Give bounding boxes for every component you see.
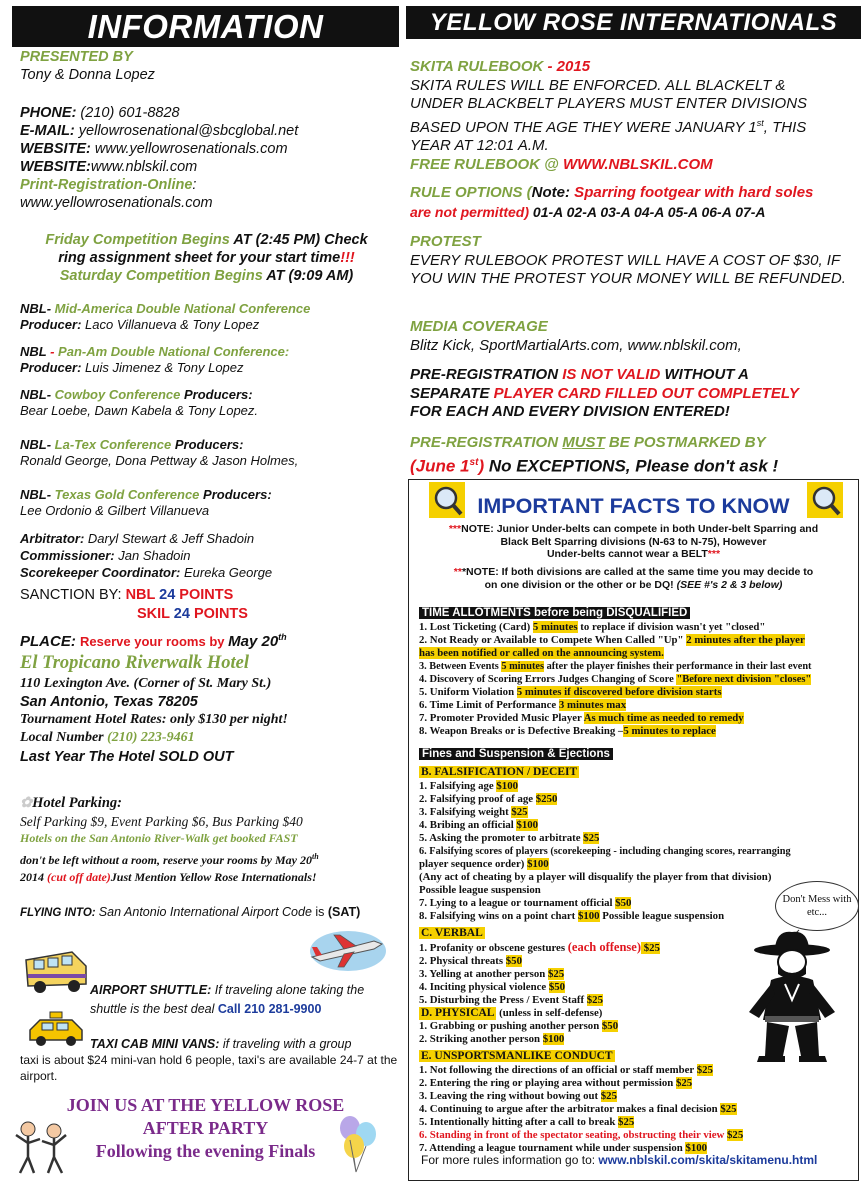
- phone-number: (210) 601-8828: [76, 105, 180, 121]
- more-info-link[interactable]: www.nblskil.com/skita/skitamenu.html: [598, 1153, 818, 1167]
- prereg-not-valid: IS NOT VALID: [562, 366, 661, 383]
- conf-sep: -: [46, 487, 55, 502]
- facts-title: IMPORTANT FACTS TO KNOW: [477, 494, 790, 518]
- conf-sep: -: [46, 387, 55, 402]
- rule-options-label: RULE OPTIONS (: [410, 184, 532, 201]
- fine-amount: $50: [505, 955, 522, 967]
- parking-rates: Self Parking $9, Event Parking $6, Bus Parking $40: [20, 813, 303, 829]
- parking-cutoff: (cut off date): [47, 870, 111, 884]
- speech-bubble: Don't Mess with etc...: [775, 881, 859, 931]
- postmark-must: MUST: [562, 434, 605, 451]
- conf-role: Producers:: [180, 387, 253, 402]
- print-registration-label: Print-Registration-Online: [20, 177, 193, 193]
- postmark-text: PRE-REGISTRATION: [410, 434, 563, 451]
- conference-item: [20, 487, 399, 527]
- conf-role: Producers:: [199, 487, 272, 502]
- fine-rule: [419, 806, 854, 819]
- rule-text: 5. Uniform Violation: [419, 686, 517, 698]
- scorekeeper-label: Scorekeeper Coordinator:: [20, 565, 181, 580]
- rule-colon: :: [565, 184, 571, 201]
- fine-rule: [419, 793, 854, 806]
- sanction-points-nbl: 24: [159, 587, 176, 603]
- fine-amount: $25: [720, 1103, 737, 1115]
- rule-highlight: 5 minutes if discovered before division starts: [516, 686, 722, 698]
- fine-rule: [419, 832, 854, 845]
- parking-mention: Just Mention Yellow Rose Internationals!: [110, 870, 317, 884]
- print-registration-colon: :: [192, 177, 197, 193]
- fine-amount: $50: [548, 981, 566, 993]
- conf-people: Bear Loebe, Dawn Kabela & Tony Lopez.: [20, 403, 259, 418]
- rule-text: 1. Falsifying age: [419, 780, 497, 792]
- fine-amount: $100: [542, 1033, 565, 1045]
- rule-not-permitted: are not permitted): [410, 203, 530, 220]
- more-info-footer: [421, 1153, 817, 1167]
- rule-text-after: after the player finishes their performance in their last event: [544, 661, 812, 672]
- rule-text: 2. Physical threats: [419, 955, 506, 967]
- conf-sep: -: [46, 437, 55, 452]
- email-address[interactable]: yellowrosenational@sbcglobal.net: [74, 123, 299, 139]
- rulebook-text-c: BASED UPON THE AGE THEY WERE JANUARY 1: [410, 118, 757, 136]
- phone-label: PHONE:: [20, 105, 77, 121]
- friday-note: ring assignment sheet for your start time: [58, 250, 341, 266]
- conference-item: [20, 344, 399, 387]
- conf-prefix: NBL: [20, 301, 47, 316]
- rule-text-after: to replace if division wasn't yet "closed": [577, 621, 766, 633]
- shuttle-text: If traveling alone taking the: [211, 983, 365, 997]
- rule-highlight: 2 minutes after the player: [686, 634, 805, 646]
- conf-role: Producer:: [20, 360, 82, 375]
- fine-amount: $25: [641, 942, 660, 954]
- place-label: PLACE:: [20, 633, 80, 650]
- rule-text-after: Possible league suspension: [599, 910, 725, 922]
- shuttle-phone[interactable]: Call 210 281-9900: [217, 1002, 322, 1016]
- fine-rule: [419, 780, 854, 793]
- time-allotments-header: TIME ALLOTMENTS before being DISQUALIFIED: [419, 607, 690, 619]
- conf-prefix: NBL: [20, 487, 47, 502]
- commissioner-label: Commissioner:: [20, 548, 115, 563]
- information-column: [8, 0, 403, 1186]
- protest-block: [410, 233, 859, 289]
- facts-note-1: [413, 523, 854, 561]
- time-rule: [419, 660, 854, 673]
- prereg-without: WITHOUT A: [660, 366, 749, 383]
- rule-sparring: Sparring footgear with hard soles: [570, 184, 814, 201]
- free-rulebook-label: FREE RULEBOOK @: [410, 155, 563, 173]
- conference-item: [20, 387, 399, 437]
- fine-amount: $100: [577, 910, 600, 922]
- sanction-label: SANCTION BY:: [20, 587, 126, 603]
- rule-text: 5. Asking the promoter to arbitrate: [419, 832, 584, 844]
- after-party-line2: AFTER PARTY: [142, 1118, 269, 1138]
- prereg-each-division: FOR EACH AND EVERY DIVISION ENTERED!: [410, 403, 730, 420]
- shuttle-text-2: shuttle is the best deal: [90, 1002, 218, 1016]
- rule-highlight: has been notified or called on the announcing system.: [419, 647, 664, 659]
- rule-text: 5. Intentionally hitting after a call to break: [419, 1116, 619, 1128]
- rule-text: 7. Lying to a league or tournament official: [419, 897, 616, 909]
- rule-text: Possible league suspension: [419, 884, 541, 896]
- website2-label: WEBSITE:: [20, 159, 91, 175]
- section-physical-note: (unless in self-defense): [496, 1007, 603, 1019]
- shuttle-label: AIRPORT SHUTTLE:: [90, 983, 212, 997]
- prereg-player-card: PLAYER CARD FILLED OUT COMPLETELY: [493, 384, 799, 402]
- fine-amount: $100: [496, 780, 518, 792]
- media-block: [410, 318, 859, 355]
- conf-prefix: NBL: [20, 387, 47, 402]
- rule-text: 1. Profanity or obscene gestures: [419, 942, 568, 954]
- fine-rule: [419, 1090, 854, 1103]
- prereg-text: PRE-REGISTRATION: [410, 366, 563, 383]
- sanction-points-label: POINTS: [175, 587, 234, 603]
- time-rule: [419, 634, 854, 647]
- presented-by-heading: PRESENTED BY: [20, 49, 133, 65]
- flying-label: FLYING INTO:: [20, 907, 99, 919]
- rulebook-block: [410, 58, 859, 174]
- place-block: [20, 627, 399, 767]
- fine-rule: [419, 845, 854, 858]
- rule-text: 4. Inciting physical violence: [419, 981, 549, 993]
- rulebook-text-c2: , THIS: [763, 118, 807, 136]
- unsportsmanlike-rules: [419, 1064, 854, 1155]
- fine-amount: $100: [685, 1142, 708, 1154]
- shuttle-block: [90, 981, 399, 1019]
- note-stars: ***: [448, 523, 462, 535]
- preregistration-block: [410, 366, 859, 422]
- rule-note: Note: [531, 184, 566, 201]
- postmark-no-exceptions: No EXCEPTIONS, Please don't ask !: [484, 456, 779, 476]
- postmark-block: [410, 433, 859, 478]
- local-number-label: Local Number: [20, 730, 108, 745]
- rule-text: 3. Between Events: [419, 661, 502, 672]
- arbitrator-names: Daryl Stewart & Jeff Shadoin: [84, 531, 255, 546]
- sanction-points-label: POINTS: [189, 606, 248, 622]
- note1-text-b: Black Belt Sparring divisions (N-63 to N-75), However: [500, 535, 767, 548]
- website-label: WEBSITE:: [20, 141, 91, 157]
- time-rule: [419, 712, 854, 725]
- fine-amount: $25: [696, 1064, 713, 1076]
- rule-options-block: [410, 184, 859, 221]
- rule-highlight: 5 minutes: [501, 661, 544, 672]
- fine-amount: $25: [618, 1116, 635, 1128]
- website-link[interactable]: www.yellowrosenationals.com: [90, 141, 288, 157]
- conf-prefix: NBL: [20, 344, 47, 359]
- hotel-name: El Tropicano Riverwalk Hotel: [20, 653, 250, 673]
- fine-amount: $25: [586, 994, 603, 1006]
- conf-people: Lee Ordonio & Gilbert Villanueva: [20, 503, 210, 518]
- sanction-org-skil: SKIL: [137, 606, 174, 622]
- shuttle-van-icon: [22, 946, 92, 996]
- rulebook-text-a: SKITA RULES WILL BE ENFORCED. ALL BLACKELT &: [410, 76, 786, 94]
- parking-reserve-sup: th: [312, 851, 319, 861]
- fine-amount: $25: [511, 806, 528, 818]
- fine-amount: $250: [535, 793, 558, 805]
- time-rule: [419, 621, 854, 634]
- fine-rule: [419, 1077, 854, 1090]
- section-physical: D. PHYSICAL: [421, 1007, 495, 1019]
- rule-text: 4. Continuing to argue after the arbitrator makes a final decision: [419, 1103, 721, 1115]
- more-info-label: For more rules information go to:: [421, 1153, 599, 1167]
- note1-text-a: NOTE: Junior Under-belts can compete in both Under-belt Sparring and: [461, 523, 819, 535]
- rule-highlight: 5 minutes: [532, 621, 578, 633]
- conference-list: [20, 301, 399, 527]
- conference-item: [20, 437, 399, 487]
- rule-text: 2. Not Ready or Available to Compete When Called "Up": [419, 634, 687, 646]
- conf-name: Pan-Am Double National Conference:: [58, 344, 290, 359]
- section-verbal: C. VERBAL: [421, 927, 483, 939]
- time-rule: [419, 673, 854, 686]
- rule-codes: 01-A 02-A 03-A 04-A 05-A 06-A 07-A: [529, 203, 766, 220]
- note-stars: **: [453, 566, 462, 578]
- place-date-sup: th: [278, 632, 287, 642]
- conf-role: Producer:: [20, 317, 82, 332]
- rulebook-text-b: UNDER BLACKBELT PLAYERS MUST ENTER DIVISIONS: [410, 95, 808, 112]
- competition-times: [14, 231, 399, 285]
- time-rule: [419, 725, 854, 738]
- conf-role: Producers:: [171, 437, 244, 452]
- rule-text: player sequence order): [419, 858, 528, 870]
- fine-amount: $25: [547, 968, 565, 980]
- commissioner-name: Jan Shadoin: [114, 548, 191, 563]
- parking-reserve: don't be left without a room, reserve your rooms by May 20: [20, 852, 312, 867]
- conf-people: Luis Jimenez & Tony Lopez: [81, 360, 244, 375]
- fines-header: Fines and Suspension & Ejections: [419, 748, 613, 760]
- rule-text: 6. Time Limit of Performance: [419, 699, 559, 711]
- email-label: E-MAIL:: [20, 123, 75, 139]
- presented-by-block: [20, 48, 399, 84]
- rule-text: 7. Attending a league tournament while under suspension: [419, 1142, 686, 1154]
- rule-text: 1. Grabbing or pushing another person: [419, 1020, 602, 1032]
- information-banner: INFORMATION: [12, 6, 399, 47]
- airplane-icon: [304, 927, 388, 973]
- time-allotments-section: [419, 603, 854, 738]
- note2-text-b: on one division or the other or be DQ!: [484, 578, 677, 591]
- fine-rule: [419, 819, 854, 832]
- cowboy-bandit-icon: [737, 928, 847, 1066]
- fine-amount: $100: [527, 858, 549, 870]
- rule-highlight: 3 minutes max: [558, 699, 627, 711]
- rule-text: 3. Leaving the ring without bowing out: [419, 1090, 601, 1102]
- saturday-label: Saturday Competition Begins: [59, 268, 263, 284]
- yellow-rose-banner: YELLOW ROSE INTERNATIONALS: [406, 6, 861, 39]
- fine-rule: [419, 1116, 854, 1129]
- fine-amount: $100: [516, 819, 539, 831]
- postmark-date: (June 1: [410, 456, 470, 476]
- conference-item: [20, 301, 399, 344]
- sanction-org-nbl: NBL: [125, 587, 160, 603]
- scorekeeper-name: Eureka George: [180, 565, 273, 580]
- flying-text: San Antonio International Airport Code: [98, 905, 316, 919]
- conf-name: La-Tex Conference: [54, 437, 172, 452]
- saturday-time: AT (9:09 AM): [262, 268, 354, 284]
- rule-highlight: As much time as needed to remedy: [583, 712, 744, 724]
- taxi-text: if traveling with a group: [219, 1037, 352, 1051]
- hotel-city: San Antonio, Texas 78205: [20, 694, 198, 710]
- rule-text: 1. Not following the directions of an official or staff member: [419, 1064, 697, 1076]
- rule-text: 6. Falsifying scores of players (scorekeeping - including changing scores, rearranging: [419, 846, 791, 857]
- sanction-points-skil: 24: [173, 606, 190, 622]
- friday-time: AT (2:45 PM) Check: [229, 232, 368, 248]
- postmark-date-sup: st: [469, 457, 479, 468]
- time-rule: [419, 686, 854, 699]
- note2-see: (SEE #'s 2 & 3 below): [676, 578, 783, 591]
- place-date: May 20: [228, 633, 279, 650]
- rule-text: 8. Weapon Breaks or is Defective Breaking –: [419, 725, 624, 737]
- rule-text: 4. Discovery of Scoring Errors Judges Changing of Score: [419, 674, 677, 685]
- fine-amount: $25: [727, 1129, 744, 1141]
- parking-note: Hotels on the San Antonio River-Walk get booked FAST: [20, 831, 298, 845]
- officials-block: [20, 530, 399, 581]
- presenters: Tony & Donna Lopez: [20, 67, 155, 83]
- fine-rule: [419, 1129, 854, 1142]
- time-rule: [419, 647, 854, 660]
- fine-amount: $25: [675, 1077, 693, 1089]
- note2-text-a: *NOTE: If both divisions are called at the same time you may decide to: [461, 566, 814, 578]
- rule-text: (Any act of cheating by a player will disqualify the player from that division): [419, 871, 772, 883]
- fine-amount: $50: [615, 897, 632, 909]
- conf-people: Laco Villanueva & Tony Lopez: [81, 317, 260, 332]
- place-reserve: Reserve your rooms by: [80, 634, 229, 649]
- media-title: MEDIA COVERAGE: [410, 318, 548, 335]
- rule-highlight: 5 minutes to replace: [623, 725, 716, 737]
- taxi-text-2: taxi is about $24 mini-van hold 6 people, taxi's are available 24-7 at the airport.: [20, 1053, 398, 1083]
- hotel-rates: Tournament Hotel Rates: only $130 per night!: [20, 712, 288, 727]
- flying-block: [20, 905, 399, 919]
- flying-is: is: [315, 905, 328, 919]
- fine-rule: [419, 858, 854, 871]
- website2-link[interactable]: www.nblskil.com: [90, 159, 198, 175]
- time-rule: [419, 699, 854, 712]
- parking-title: Hotel Parking:: [32, 795, 122, 811]
- rose-icon: ✿: [20, 795, 33, 811]
- section-falsification: B. FALSIFICATION / DECEIT: [421, 766, 578, 778]
- protest-text: EVERY RULEBOOK PROTEST WILL HAVE A COST OF $30, IF YOU WIN THE PROTEST YOUR MONEY WILL BE REFUNDED.: [410, 251, 846, 287]
- sold-out: Last Year The Hotel SOLD OUT: [20, 749, 234, 765]
- after-party-line3: Following the evening Finals: [95, 1141, 316, 1161]
- print-registration-link[interactable]: www.yellowrosenationals.com: [20, 195, 213, 211]
- rule-each-offense: (each offense): [567, 940, 641, 954]
- important-facts-box: [408, 479, 859, 1181]
- rulebook-title: SKITA RULEBOOK: [410, 58, 544, 75]
- rule-text: 5. Disturbing the Press / Event Staff: [419, 994, 587, 1006]
- contact-block: [20, 104, 399, 212]
- rule-text: 1. Lost Ticketing (Card): [419, 621, 533, 633]
- note1-text-c: Under-belts cannot wear a BELT: [546, 548, 708, 560]
- fine-rule: [419, 871, 854, 884]
- rule-highlight: "Before next division "closes": [676, 674, 812, 685]
- section-unsportsmanlike: E. UNSPORTSMANLIKE CONDUCT: [421, 1050, 613, 1062]
- postmark-by: BE POSTMARKED BY: [604, 434, 766, 451]
- fine-rule: [419, 1103, 854, 1116]
- time-rules-list: [419, 621, 854, 738]
- note-stars: ***: [707, 548, 721, 560]
- fine-amount: $25: [600, 1090, 617, 1102]
- conf-name: Mid-America Double National Conference: [54, 301, 311, 316]
- arbitrator-label: Arbitrator:: [20, 531, 85, 546]
- rulebook-text-d: YEAR AT 12:01 A.M.: [410, 137, 549, 154]
- fine-amount: $50: [601, 1020, 619, 1032]
- friday-label: Friday Competition Begins: [45, 232, 230, 248]
- hotel-address: 110 Lexington Ave. (Corner of St. Mary St.): [20, 676, 272, 691]
- parking-year: 2014: [20, 870, 47, 884]
- after-party-line1: JOIN US AT THE YELLOW ROSE: [66, 1095, 345, 1115]
- taxi-block: [20, 1036, 399, 1084]
- sanction-block: [20, 586, 399, 624]
- parking-block: [20, 795, 399, 887]
- rule-text: 2. Falsifying proof of age: [419, 793, 536, 805]
- rule-text: 4. Bribing an official: [419, 819, 517, 831]
- conf-name: Texas Gold Conference: [54, 487, 200, 502]
- rule-text: 2. Entering the ring or playing area without permission: [419, 1077, 676, 1089]
- fine-amount: $25: [583, 832, 600, 844]
- rule-text: 7. Promoter Provided Music Player: [419, 712, 584, 724]
- conf-name: Cowboy Conference: [54, 387, 181, 402]
- postmark-date-close: ): [478, 456, 485, 476]
- rule-text: 2. Striking another person: [419, 1033, 543, 1045]
- prereg-separate: SEPARATE: [410, 384, 494, 402]
- conf-sep: -: [46, 301, 55, 316]
- free-rulebook-link[interactable]: WWW.NBLSKIL.COM: [562, 155, 713, 173]
- facts-note-2: [413, 566, 854, 591]
- after-party-block: [8, 1094, 403, 1163]
- conf-sep: -: [46, 344, 59, 359]
- yellow-rose-column: [406, 0, 861, 1186]
- rulebook-year: - 2015: [543, 58, 591, 75]
- airport-code: (SAT): [327, 905, 361, 919]
- rule-text: 3. Falsifying weight: [419, 806, 512, 818]
- protest-title: PROTEST: [410, 233, 481, 250]
- friday-excl: !!!: [340, 250, 355, 266]
- rule-text: 6. Standing in front of the spectator seating, obstructing their view: [419, 1129, 728, 1141]
- conf-prefix: NBL: [20, 437, 47, 452]
- rulebook-text-sup: st: [756, 117, 764, 128]
- rule-text: 3. Yelling at another person: [419, 968, 548, 980]
- conf-people: Ronald George, Dona Pettway & Jason Holmes,: [20, 453, 299, 468]
- taxi-label: TAXI CAB MINI VANS:: [90, 1037, 220, 1051]
- rule-text: 8. Falsifying wins on a point chart: [419, 910, 578, 922]
- local-number: (210) 223-9461: [107, 730, 195, 745]
- media-text: Blitz Kick, SportMartialArts.com, www.nblskil.com,: [410, 336, 742, 354]
